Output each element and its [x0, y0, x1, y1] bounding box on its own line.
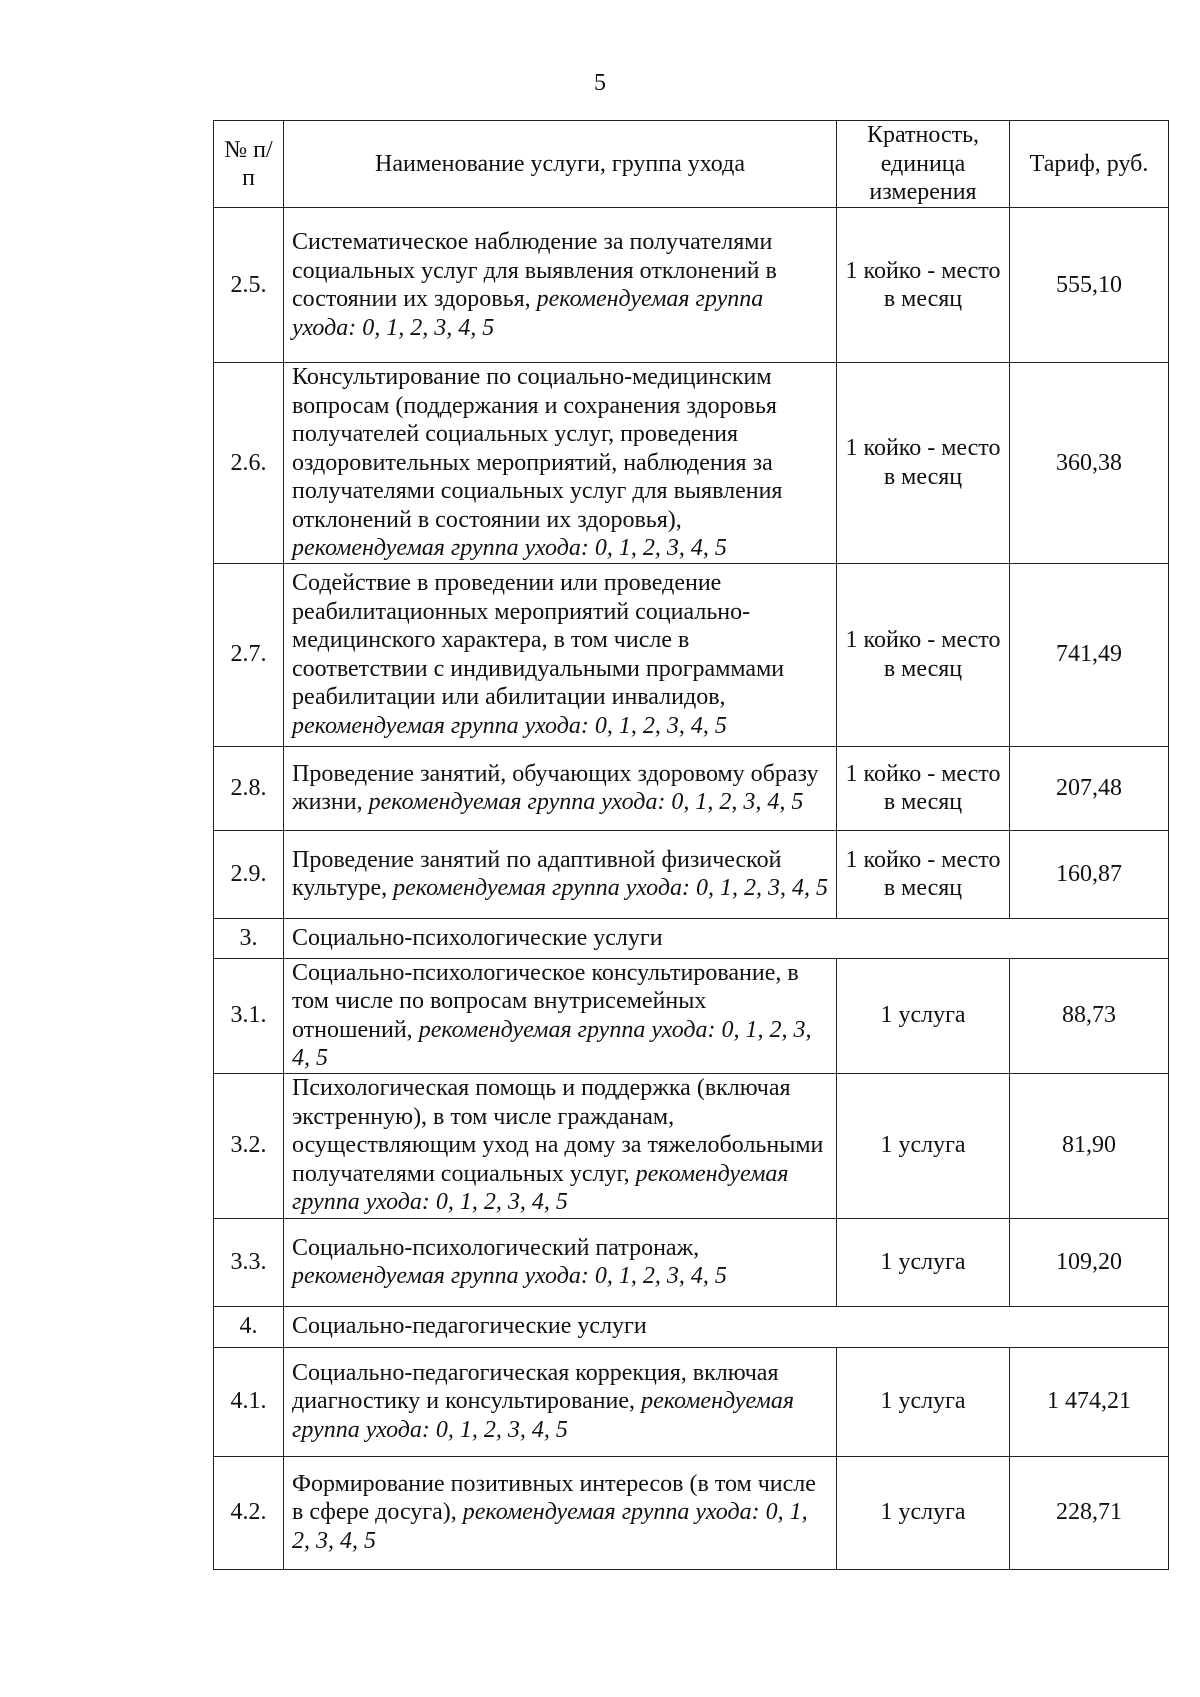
page-number: 5 [594, 70, 606, 96]
row-num: 4.1. [214, 1347, 284, 1456]
care-group: рекомендуемая группа ухода: 0, 1, 2, 3, 4, 5 [368, 789, 804, 815]
service-name: Формирование позитивных интересов (в том числе в сфере досуга), [292, 1470, 816, 1526]
table-row [214, 1218, 1169, 1306]
header-unit: Кратность, единица измерения [837, 121, 1010, 208]
row-tariff: 88,73 [1010, 958, 1169, 1073]
row-num: 2.7. [214, 563, 284, 746]
row-unit: 1 услуга [837, 1073, 1010, 1218]
row-name [284, 563, 837, 746]
section-row [214, 1306, 1169, 1347]
care-group: рекомендуемая группа ухода: 0, 1, 2, 3, 4, 5 [292, 1160, 789, 1216]
service-name: Социально-психологическое консультирование, в том числе по вопросам внутрисемейных отношений, [292, 959, 799, 1043]
table-row [214, 1073, 1169, 1218]
row-name [284, 1347, 837, 1456]
row-unit: 1 койко - место в месяц [837, 830, 1010, 918]
care-group: рекомендуемая группа ухода: 0, 1, 2, 3, 4, 5 [292, 1263, 727, 1289]
tariff-table [213, 120, 1169, 1570]
care-group: рекомендуемая группа ухода: 0, 1, 2, 3, 4, 5 [292, 1388, 794, 1443]
row-unit: 1 услуга [837, 1218, 1010, 1306]
service-name: Систематическое наблюдение за получателями социальных услуг для выявления отклонений в состоянии их здоровья, [292, 229, 777, 312]
row-num: 4.2. [214, 1456, 284, 1569]
row-num: 3.2. [214, 1073, 284, 1218]
row-unit: 1 услуга [837, 1347, 1010, 1456]
service-name: Проведение занятий по адаптивной физической культуре, [292, 846, 782, 901]
row-num: 3.1. [214, 958, 284, 1073]
header-tariff: Тариф, руб. [1010, 121, 1169, 208]
table-row [214, 1456, 1169, 1569]
row-name [284, 208, 837, 363]
table-row [214, 958, 1169, 1073]
row-unit: 1 услуга [837, 1456, 1010, 1569]
service-name: Содействие в проведении или проведение реабилитационных мероприятий социально-медицинского характера, в том числе в соответствии с индивидуальными программами реабилитации или абилитации инвалидов, [292, 570, 785, 710]
care-group: рекомендуемая группа ухода: 0, 1, 2, 3, 4, 5 [292, 535, 727, 561]
row-num: 2.5. [214, 208, 284, 363]
table-row [214, 563, 1169, 746]
row-tariff: 81,90 [1010, 1073, 1169, 1218]
care-group: рекомендуемая группа ухода: 0, 1, 2, 3, 4, 5 [292, 1499, 808, 1554]
section-title: Социально-педагогические услуги [284, 1306, 1169, 1347]
table-row [214, 746, 1169, 830]
row-unit: 1 койко - место в месяц [837, 363, 1010, 564]
service-name: Психологическая помощь и поддержка (включая экстренную), в том числе гражданам, осуществляющим уход на дому за тяжелобольными получателями социальных услуг, [292, 1075, 824, 1187]
row-name [284, 363, 837, 564]
row-num: 2.8. [214, 746, 284, 830]
service-name: Консультирование по социально-медицинским вопросам (поддержания и сохранения здоровья получателей социальных услуг, проведения оздоровительных мероприятий, наблюдения за получателями социальных услуг для выявления отклонений в состоянии их здоровья), [292, 364, 783, 533]
row-unit: 1 койко - место в месяц [837, 746, 1010, 830]
section-num: 4. [214, 1306, 284, 1347]
care-group: рекомендуемая группа ухода: 0, 1, 2, 3, 4, 5 [292, 712, 727, 739]
row-name [284, 1456, 837, 1569]
service-name: Социально-педагогическая коррекция, включая диагностику и консультирование, [292, 1359, 779, 1415]
row-name [284, 958, 837, 1073]
table-row [214, 830, 1169, 918]
row-num: 3.3. [214, 1218, 284, 1306]
row-tariff: 360,38 [1010, 363, 1169, 564]
row-unit: 1 койко - место в месяц [837, 563, 1010, 746]
service-name: Проведение занятий, обучающих здоровому образу жизни, [292, 760, 819, 815]
row-tariff: 160,87 [1010, 830, 1169, 918]
row-tariff: 207,48 [1010, 746, 1169, 830]
service-name: Социально-психологический патронаж, [292, 1234, 700, 1261]
row-name [284, 1073, 837, 1218]
care-group: рекомендуемая группа ухода: 0, 1, 2, 3, 4, 5 [393, 875, 828, 901]
care-group: рекомендуемая группа ухода: 0, 1, 2, 3, 4, 5 [292, 286, 764, 341]
header-name: Наименование услуги, группа ухода [284, 121, 837, 208]
row-tariff: 1 474,21 [1010, 1347, 1169, 1456]
table-row [214, 208, 1169, 363]
table-row [214, 363, 1169, 564]
row-name [284, 1218, 837, 1306]
row-unit: 1 услуга [837, 958, 1010, 1073]
row-tariff: 555,10 [1010, 208, 1169, 363]
row-unit: 1 койко - место в месяц [837, 208, 1010, 363]
care-group: рекомендуемая группа ухода: 0, 1, 2, 3, 4, 5 [292, 1016, 812, 1071]
row-tariff: 741,49 [1010, 563, 1169, 746]
section-num: 3. [214, 918, 284, 958]
row-tariff: 228,71 [1010, 1456, 1169, 1569]
table-row [214, 1347, 1169, 1456]
table-header-row [214, 121, 1169, 208]
row-num: 2.6. [214, 363, 284, 564]
header-num: № п/п [214, 121, 284, 208]
row-num: 2.9. [214, 830, 284, 918]
row-name [284, 746, 837, 830]
section-title: Социально-психологические услуги [284, 918, 1169, 958]
row-tariff: 109,20 [1010, 1218, 1169, 1306]
row-name [284, 830, 837, 918]
section-row [214, 918, 1169, 958]
